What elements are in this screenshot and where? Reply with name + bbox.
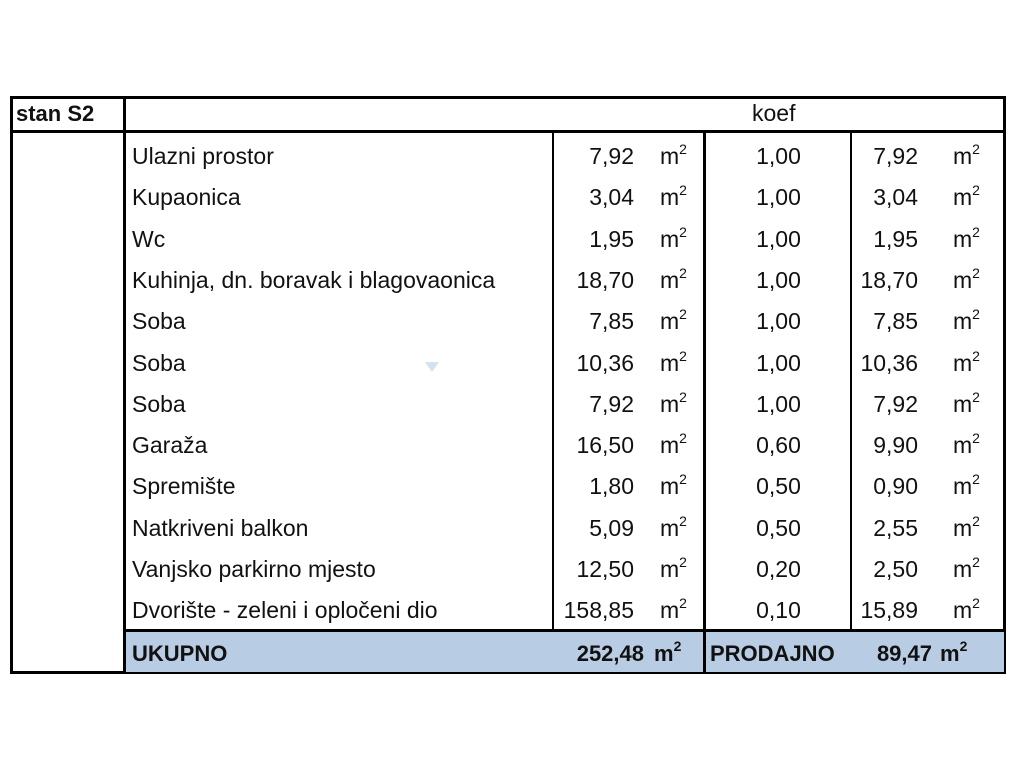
room-area: 1,80 <box>589 473 634 500</box>
room-sale-unit: $m^2$ <box>953 595 980 624</box>
room-sale-area: 3,04 <box>873 184 918 211</box>
room-name: Soba <box>132 308 186 335</box>
room-coef: 1,00 <box>756 143 801 169</box>
room-name: Ulazni prostor <box>132 143 274 169</box>
room-name: Spremište <box>132 473 236 500</box>
room-area: 1,95 <box>589 225 634 252</box>
room-sale-area: 7,92 <box>873 390 918 417</box>
room-sale-area: 9,90 <box>873 432 918 459</box>
room-sale-area: 0,90 <box>873 473 918 500</box>
room-name: Vanjsko parkirno mjesto <box>132 556 376 582</box>
room-coef: 1,00 <box>756 349 801 376</box>
sale-label: PRODAJNO <box>710 641 835 666</box>
room-sale-unit: $m^2$ <box>953 471 980 500</box>
room-area-unit: $m^2$ <box>660 595 687 624</box>
room-sale-unit: $m^2$ <box>953 223 980 252</box>
room-area: 3,04 <box>589 184 634 211</box>
room-area-unit: $m^2$ <box>660 264 687 293</box>
room-area-unit: $m^2$ <box>660 471 687 500</box>
room-sale-unit: $m^2$ <box>953 182 980 211</box>
room-coef: 1,00 <box>756 390 801 417</box>
watermark-mark <box>425 362 439 372</box>
room-area-unit: $m^2$ <box>660 306 687 335</box>
coef-header: koef <box>752 100 796 126</box>
room-coef: 0,20 <box>756 556 801 582</box>
room-sale-unit: $m^2$ <box>953 347 980 376</box>
room-coef: 1,00 <box>756 266 801 293</box>
room-sale-unit: $m^2$ <box>953 554 980 582</box>
room-area: 5,09 <box>589 514 634 541</box>
room-area-unit: $m^2$ <box>660 141 687 169</box>
room-area-unit: $m^2$ <box>660 347 687 376</box>
room-area: 12,50 <box>576 556 634 582</box>
total-area: 252,48 <box>576 641 644 666</box>
room-sale-unit: $m^2$ <box>953 512 980 541</box>
room-sale-area: 15,89 <box>860 597 918 624</box>
room-area-unit: $m^2$ <box>660 223 687 252</box>
room-coef: 0,10 <box>756 597 801 624</box>
room-area-unit: $m^2$ <box>660 182 687 211</box>
room-name: Soba <box>132 349 186 376</box>
room-sale-area: 7,85 <box>873 308 918 335</box>
room-area: 7,92 <box>589 143 634 169</box>
room-sale-area: 2,55 <box>873 514 918 541</box>
room-sale-area: 18,70 <box>860 266 918 293</box>
room-sale-area: 1,95 <box>873 225 918 252</box>
sale-total-area: 89,47 <box>876 641 932 666</box>
room-area-unit: $m^2$ <box>660 554 687 582</box>
room-name: Garaža <box>132 432 208 459</box>
room-coef: 1,00 <box>756 308 801 335</box>
room-area: 7,85 <box>589 308 634 335</box>
room-area: 16,50 <box>576 432 634 459</box>
room-coef: 0,50 <box>756 473 801 500</box>
room-sale-area: 2,50 <box>873 556 918 582</box>
grid-line <box>123 96 126 674</box>
grid-line <box>552 130 554 632</box>
room-sale-unit: $m^2$ <box>953 388 980 417</box>
room-coef: 1,00 <box>756 225 801 252</box>
room-name: Natkriveni balkon <box>132 514 309 541</box>
room-name: Dvorište - zeleni i opločeni dio <box>132 597 438 624</box>
room-coef: 0,50 <box>756 514 801 541</box>
room-sale-unit: $m^2$ <box>953 264 980 293</box>
apartment-label: stan S2 <box>16 101 95 126</box>
room-area-unit: $m^2$ <box>660 512 687 541</box>
room-name: Wc <box>132 225 166 252</box>
room-sale-area: 10,36 <box>860 349 918 376</box>
room-area: 18,70 <box>576 266 634 293</box>
total-label: UKUPNO <box>132 641 228 666</box>
room-area: 7,92 <box>589 390 634 417</box>
room-area-unit: $m^2$ <box>660 388 687 417</box>
room-area: 158,85 <box>563 597 634 624</box>
room-sale-unit: $m^2$ <box>953 430 980 459</box>
room-sale-area: 7,92 <box>873 143 918 169</box>
room-name: Kupaonica <box>132 184 241 211</box>
room-area-unit: $m^2$ <box>660 430 687 459</box>
room-area: 10,36 <box>576 349 634 376</box>
room-name: Kuhinja, dn. boravak i blagovaonica <box>132 266 496 293</box>
total-unit: $m^2$ <box>654 638 682 666</box>
room-name: Soba <box>132 390 186 417</box>
room-sale-unit: $m^2$ <box>953 306 980 335</box>
room-coef: 1,00 <box>756 184 801 211</box>
grid-line <box>10 130 1006 133</box>
room-coef: 0,60 <box>756 432 801 459</box>
sale-total-unit: $m^2$ <box>940 638 968 666</box>
room-sale-unit: $m^2$ <box>953 141 980 169</box>
